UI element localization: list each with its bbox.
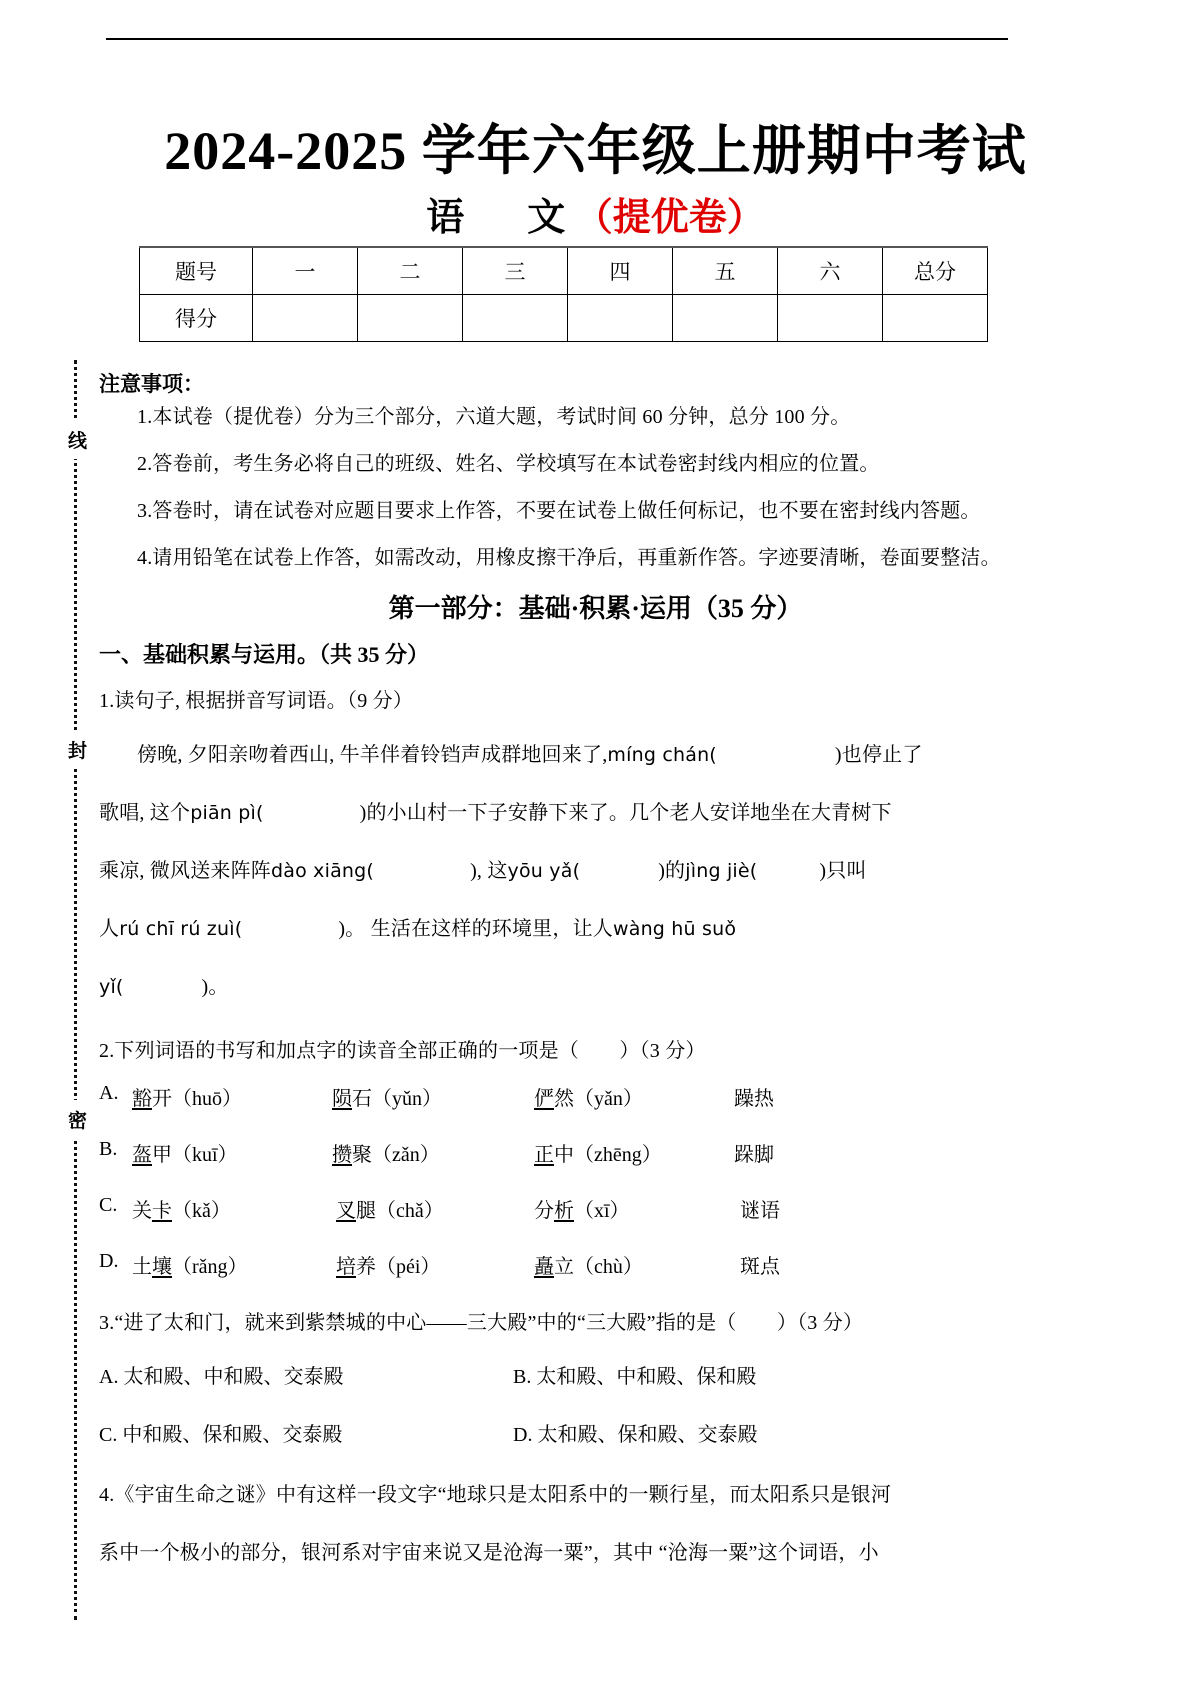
q4-line-2: 系中一个极小的部分，银河系对宇宙来说又是沧海一粟”，其中 “沧海一粟”这个词语，小 (99, 1542, 879, 1564)
notice-item-2: 2.答卷前，考生务必将自己的班级、姓名、学校填写在本试卷密封线内相应的位置。 (137, 453, 880, 475)
score-cell-6[interactable] (883, 295, 988, 342)
q2-option-c-word-4: 谜语 (740, 1200, 780, 1222)
q1-l5-pinyin: yǐ( (99, 976, 124, 998)
q1-l4-pinyin-1: rú chī rú zuì( (119, 918, 243, 940)
q2-a-rest-1: 开（huō） (152, 1088, 242, 1110)
q2-option-b-label[interactable]: B. (99, 1138, 118, 1160)
q3-option-c-text: 中和殿、保和殿、交泰殿 (122, 1424, 343, 1446)
score-table-col-0: 一 (253, 247, 358, 295)
q1-l5-text-b: )。 (201, 976, 229, 998)
q2-option-d-label[interactable]: D. (99, 1250, 119, 1272)
q2-b-rest-2: 聚（zǎn） (352, 1144, 440, 1166)
q1-l4-text-b: )。 生活在这样的环境里，让人 (338, 918, 613, 940)
q2-c-dot-char-1: 卡 (152, 1200, 172, 1222)
q1-l3-text-a: 乘凉, 微风送来阵阵 (99, 860, 271, 882)
q1-l1-text-b: )也停止了 (834, 744, 923, 766)
score-table-col-2: 三 (463, 247, 568, 295)
header-rule (106, 38, 1008, 40)
score-table-col-1: 二 (358, 247, 463, 295)
q1-l1-text-a: 傍晚, 夕阳亲吻着西山, 牛羊伴着铃铛声成群地回来了, (137, 744, 608, 766)
score-table-col-4: 五 (673, 247, 778, 295)
q2-option-a-label[interactable]: A. (99, 1082, 119, 1104)
q2-option-d-word-3 (534, 1250, 643, 1279)
sealing-line (62, 360, 88, 1620)
q2-option-c-label[interactable]: C. (99, 1194, 118, 1216)
section-one-heading: 一、基础积累与运用。（共 35 分） (99, 642, 430, 667)
q3-option-c[interactable] (99, 1418, 342, 1447)
score-cell-2[interactable] (463, 295, 568, 342)
q2-a-dot-char-2: 陨 (332, 1088, 352, 1110)
score-cell-5[interactable] (778, 295, 883, 342)
q2-option-b-word-4: 跺脚 (734, 1144, 774, 1166)
q2-d-dot-char-1: 壤 (152, 1256, 172, 1278)
score-table-col-3: 四 (568, 247, 673, 295)
q2-c-pre-1: 关 (132, 1200, 152, 1222)
q2-option-a-word-1 (132, 1082, 242, 1111)
q3-option-d-text: 太和殿、保和殿、交泰殿 (537, 1424, 758, 1446)
page-title: 2024-2025 学年六年级上册期中考试 (164, 121, 1027, 181)
q2-option-c-word-2 (336, 1194, 444, 1223)
subject-char-2: 文 (527, 197, 566, 239)
q1-l3-pinyin-3: jìng jiè( (685, 860, 758, 882)
q2-d-pre-1: 土 (132, 1256, 152, 1278)
q1-l3-text-b: ), 这 (470, 860, 508, 882)
q1-line-5 (99, 970, 229, 999)
q3-option-a[interactable] (99, 1360, 343, 1389)
q2-b-dot-char-2: 攒 (332, 1144, 352, 1166)
q3-option-a-text: 太和殿、中和殿、交泰殿 (123, 1366, 344, 1388)
q2-option-a-word-2 (332, 1082, 442, 1111)
q2-b-dot-char-3: 正 (534, 1144, 554, 1166)
score-table-col-6: 总分 (883, 247, 988, 295)
q3-prompt: 3.“进了太和门，就来到紫禁城的中心——三大殿”中的“三大殿”指的是（ ）（3 分） (99, 1312, 864, 1334)
q1-line-1 (137, 738, 923, 767)
notice-item-3: 3.答卷时，请在试卷对应题目要求上作答，不要在试卷上做任何标记，也不要在密封线内答题。 (137, 500, 981, 522)
sealing-dotted-line (74, 360, 77, 1620)
score-cell-0[interactable] (253, 295, 358, 342)
q2-a-dot-char-3: 俨 (534, 1088, 554, 1110)
q2-option-b-word-1 (132, 1138, 238, 1167)
notice-item-1: 1.本试卷（提优卷）分为三个部分，六道大题，考试时间 60 分钟，总分 100 分。 (137, 406, 851, 428)
q2-d-rest-2: 养（péi） (356, 1256, 441, 1278)
q1-l3-text-d: )只叫 (819, 860, 867, 882)
q2-b-rest-1: 甲（kuī） (152, 1144, 238, 1166)
score-cell-3[interactable] (568, 295, 673, 342)
score-cell-1[interactable] (358, 295, 463, 342)
score-cell-4[interactable] (673, 295, 778, 342)
q3-option-d[interactable] (513, 1418, 757, 1447)
q1-prompt: 1.读句子, 根据拼音写词语。（9 分） (99, 690, 413, 712)
q2-option-c-word-3 (534, 1194, 630, 1223)
q3-option-c-label: C. (99, 1424, 118, 1446)
q2-a-dot-char-1: 豁 (132, 1088, 152, 1110)
q2-c-pre-3: 分 (534, 1200, 554, 1222)
q1-l3-text-c: )的 (658, 860, 686, 882)
q1-line-2 (99, 796, 892, 825)
q2-option-d-word-1 (132, 1250, 248, 1279)
q3-option-b[interactable] (513, 1360, 756, 1389)
table-row (140, 295, 988, 342)
q2-a-rest-3: 然（yǎn） (554, 1088, 643, 1110)
score-table-label-1: 得分 (140, 295, 253, 342)
q1-l1-pinyin: míng chán( (607, 744, 717, 766)
q4-line-1: 4.《宇宙生命之谜》中有这样一段文字“地球只是太阳系中的一颗行星，而太阳系只是银河 (99, 1484, 892, 1506)
q2-b-rest-3: 中（zhēng） (554, 1144, 662, 1166)
q2-b-dot-char-1: 盔 (132, 1144, 152, 1166)
q1-l4-pinyin-2: wàng hū suǒ (612, 918, 737, 940)
q2-d-dot-char-3: 矗 (534, 1256, 554, 1278)
seal-char-1: 线 (58, 420, 98, 459)
q2-prompt: 2.下列词语的书写和加点字的读音全部正确的一项是（ ）（3 分） (99, 1040, 706, 1062)
q3-option-b-label: B. (513, 1366, 532, 1388)
q2-option-b-word-3 (534, 1138, 662, 1167)
q1-l2-text-a: 歌唱, 这个 (99, 802, 191, 824)
q2-c-rest-2: 腿（chǎ） (356, 1200, 444, 1222)
q2-a-rest-2: 石（yǔn） (352, 1088, 442, 1110)
q1-line-3 (99, 854, 867, 883)
q2-option-a-word-3 (534, 1082, 643, 1111)
q1-l3-pinyin-2: yōu yǎ( (507, 860, 581, 882)
q3-option-d-label: D. (513, 1424, 533, 1446)
score-table-label-0: 题号 (140, 247, 253, 295)
score-table (139, 246, 988, 342)
q2-c-rest-3: （xī） (574, 1200, 630, 1222)
q1-line-4 (99, 912, 736, 941)
seal-char-3: 密 (58, 1100, 98, 1139)
q3-option-b-text: 太和殿、中和殿、保和殿 (536, 1366, 757, 1388)
q2-c-dot-char-2: 叉 (336, 1200, 356, 1222)
q2-c-rest-1: （kǎ） (172, 1200, 231, 1222)
q2-option-b-word-2 (332, 1138, 440, 1167)
paper-type-badge: （提优卷） (574, 197, 765, 239)
subject-title (0, 186, 1191, 241)
part-one-heading: 第一部分：基础·积累·运用（35 分） (388, 594, 803, 623)
q1-l3-pinyin-1: dào xiāng( (271, 860, 375, 882)
notice-heading: 注意事项： (99, 372, 204, 396)
q2-option-d-word-2 (336, 1250, 440, 1279)
q3-option-a-label: A. (99, 1366, 119, 1388)
seal-char-2: 封 (58, 730, 98, 769)
q2-option-a-word-4: 躁热 (734, 1088, 774, 1110)
notice-item-4: 4.请用铅笔在试卷上作答，如需改动，用橡皮擦干净后，再重新作答。字迹要清晰，卷面要整洁。 (137, 547, 1001, 569)
q2-option-d-word-4: 斑点 (740, 1256, 780, 1278)
subject-char-1: 语 (426, 197, 465, 239)
q2-d-dot-char-2: 培 (336, 1256, 356, 1278)
q2-d-rest-1: （rǎng） (172, 1256, 248, 1278)
q2-d-rest-3: 立（chù） (554, 1256, 643, 1278)
table-row (140, 247, 988, 295)
q2-c-dot-char-3: 析 (554, 1200, 574, 1222)
score-table-col-5: 六 (778, 247, 883, 295)
q2-option-c-word-1 (132, 1194, 231, 1223)
q1-l2-text-b: )的小山村一下子安静下来了。几个老人安详地坐在大青树下 (359, 802, 892, 824)
q1-l4-text-a: 人 (99, 918, 120, 940)
q1-l2-pinyin: piān pì( (190, 802, 264, 824)
